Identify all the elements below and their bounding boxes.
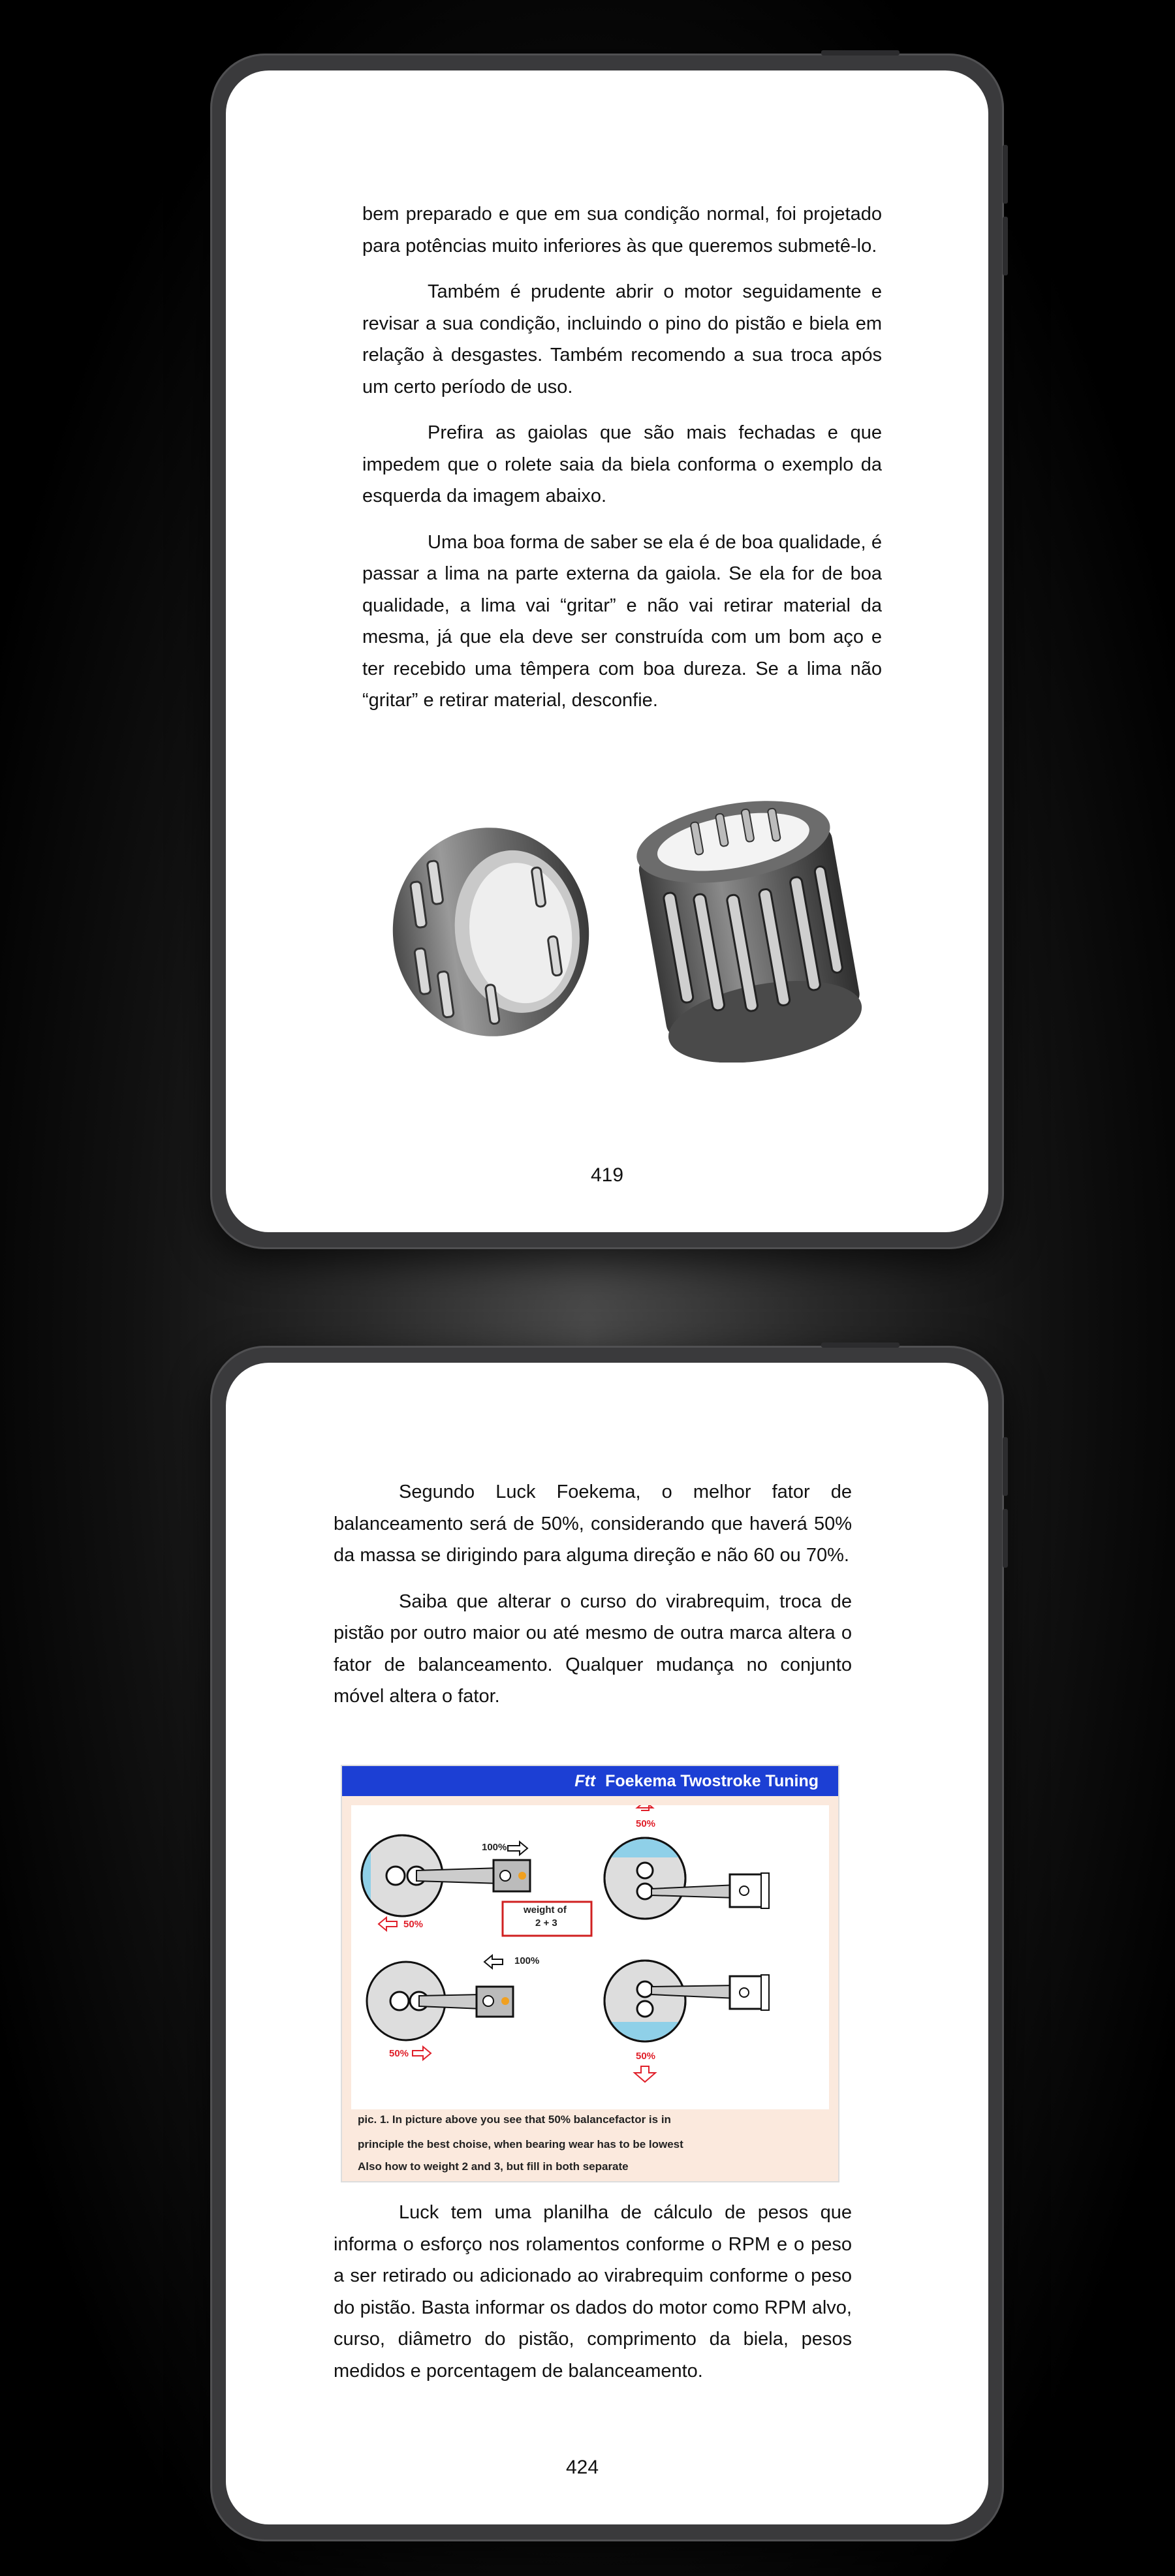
label-100-percent: 100% — [482, 1842, 507, 1853]
brand-mark: Ftt — [574, 1772, 596, 1790]
label-100-percent-b: 100% — [514, 1955, 540, 1966]
weight-label-2: 2 + 3 — [535, 1917, 557, 1929]
diagram-caption: principle the best choise, when bearing wear has to be lowest — [358, 2138, 683, 2150]
crank-diagrams — [351, 1805, 829, 2109]
tablet-frame-1 — [210, 54, 1004, 1249]
paragraph: Prefira as gaiolas que são mais fechadas e que impedem que o rolete saia da biela conforma o exemplo da esquerda da imagem abaixo. — [362, 422, 882, 506]
balance-factor-diagram — [341, 1765, 839, 2182]
diagram-header — [342, 1766, 838, 1796]
label-50-percent: 50% — [403, 1919, 424, 1930]
book-page-419 — [226, 70, 988, 1232]
page-text — [334, 2197, 852, 2401]
paragraph: Luck tem uma planilha de cálculo de pesos que informa o esforço nos rolamentos conforme o RPM e o peso a ser retirado ou adicionado ao virabrequim conforme o peso do pistão. Basta informar os dados do motor como RPM alvo, curso, diâmetro do pistão, comprimento da biela, pesos medidos e porcentagem de balanceamento. — [334, 2202, 852, 2382]
page-text — [334, 1476, 852, 1727]
brand-name: Foekema Twostroke Tuning — [605, 1772, 819, 1790]
paragraph: bem preparado e que em sua condição normal, foi projetado para potências muito inferiores às que queremos submetê-lo. — [362, 204, 882, 256]
weight-label: weight of — [524, 1904, 567, 1916]
paragraph: Uma boa forma de saber se ela é de boa qualidade, é passar a lima na parte externa da gaiola. Se ela for de boa qualidade, a lima vai “gritar” e não vai retirar material da mesma, já que ela deve ser construída com um bom aço e ter recebido uma têmpera com boa dureza. Se a lima não “gritar” e retirar material, desconfie. — [362, 531, 882, 711]
page-number: 419 — [590, 1164, 624, 1186]
needle-bearing-closed-cage-image — [380, 815, 602, 1049]
tablet-frame-2 — [210, 1346, 1004, 2541]
needle-bearing-open-cage-image — [624, 788, 872, 1063]
crank-figure-bottom-left — [367, 1955, 513, 2060]
reader-screen-2[interactable] — [226, 1363, 988, 2524]
diagram-caption: Also how to weight 2 and 3, but fill in both separate — [358, 2160, 629, 2173]
diagram-caption: pic. 1. In picture above you see that 50% balancefactor is in — [358, 2113, 671, 2126]
paragraph: Segundo Luck Foekema, o melhor fator de balanceamento será de 50%, considerando que haverá 50% da massa se dirigindo para alguma direção e não 60 ou 70%. — [334, 1482, 852, 1566]
crank-figure-bottom-right — [604, 1961, 769, 2082]
reader-screen-1[interactable] — [226, 70, 988, 1232]
label-50-percent-b: 50% — [389, 2048, 409, 2059]
page-number: 424 — [565, 2457, 599, 2478]
paragraph: Saiba que alterar o curso do virabrequim, troca de pistão por outro maior ou até mesmo de outra marca altera o fator de balanceamento. Qualquer mudança no conjunto móvel altera o fator. — [334, 1591, 852, 1707]
paragraph: Também é prudente abrir o motor seguidamente e revisar a sua condição, incluindo o pino do pistão e biela em relação à desgastes. Também recomendo a sua troca após um certo período de uso. — [362, 281, 882, 397]
label-50-percent-top: 50% — [636, 1818, 656, 1829]
crank-figure-top-right — [604, 1805, 769, 1919]
diagram-figures — [351, 1805, 829, 2109]
label-50-percent-bottom: 50% — [636, 2051, 656, 2062]
book-page-424 — [226, 1363, 988, 2524]
page-text — [362, 198, 882, 731]
